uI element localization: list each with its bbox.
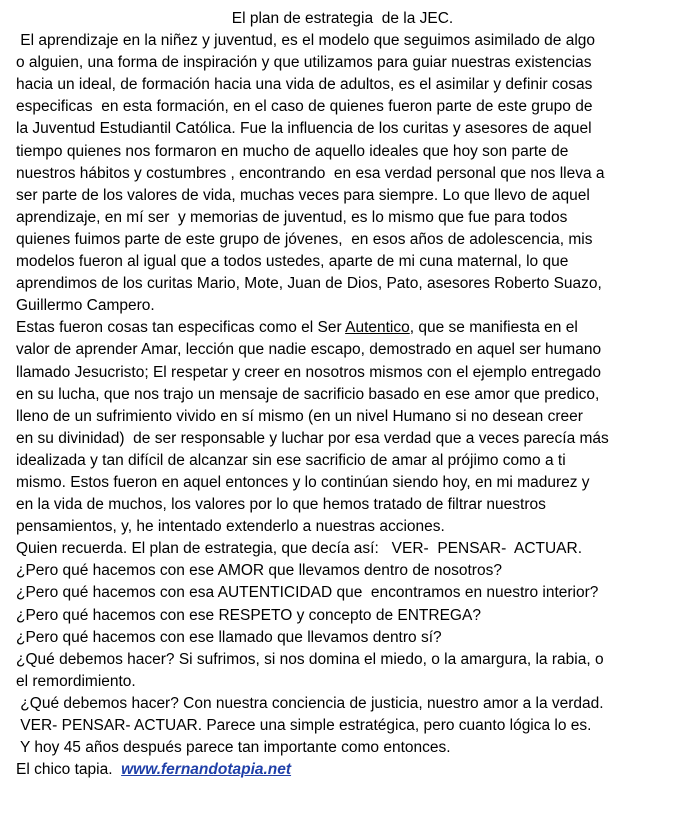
text-line: Y hoy 45 años después parece tan importante como entonces. [16, 739, 451, 757]
text-line: ¿Qué debemos hacer? Si sufrimos, si nos domina el miedo, o la amargura, la rabia, o [16, 650, 604, 668]
text-line: en su divinidad) de ser responsable y luchar por esa verdad que a veces parecía más [16, 429, 609, 447]
text-line: en la vida de muchos, los valores por lo que hemos tratado de filtrar nuestros [16, 496, 546, 514]
signature-line [16, 759, 669, 781]
document-title [16, 8, 669, 30]
text-line: ¿Pero qué hacemos con ese llamado que llevamos dentro sí? [16, 628, 442, 646]
text-line: aprendimos de los curitas Mario, Mote, Juan de Dios, Pato, asesores Roberto Suazo, [16, 275, 602, 293]
text-line: El aprendizaje en la niñez y juventud, es el modelo que seguimos asimilado de algo [16, 32, 596, 50]
text-line [16, 317, 669, 339]
text-fragment: Estas fueron cosas tan especificas como el Ser [16, 319, 346, 337]
text-line: ¿Qué debemos hacer? Con nuestra conciencia de justicia, nuestro amor a la verdad. [16, 694, 604, 712]
title-text: El plan de estrategia de la JEC. [231, 10, 454, 27]
text-line: VER- PENSAR- ACTUAR. Parece una simple estratégica, pero cuanto lógica lo es. [16, 717, 592, 734]
text-line: nuestros hábitos y costumbres , encontrando en esa verdad personal que nos lleva a [16, 164, 605, 182]
text-line: ¿Pero qué hacemos con ese RESPETO y concepto de ENTREGA? [16, 606, 481, 624]
text-line: lleno de un sufrimiento vivido en sí mismo (en un nivel Humano si no desean creer [16, 407, 583, 425]
text-line: o alguien, una forma de inspiración y que utilizamos para guiar nuestras existencias [16, 54, 592, 72]
text-fragment: , que se manifiesta en el [409, 319, 578, 337]
text-line: la Juventud Estudiantil Católica. Fue la influencia de los curitas y asesores de aquel [16, 120, 592, 138]
text-line: aprendizaje, en mí ser y memorias de juventud, es lo mismo que fue para todos [16, 208, 568, 226]
text-line: valor de aprender Amar, lección que nadie escapo, demostrado en aquel ser humano [16, 341, 602, 359]
signature [16, 759, 669, 781]
text-line: idealizada y tan difícil de alcanzar sin ese sacrificio de amar al prójimo como a ti [16, 451, 566, 469]
text-line: hacia un ideal, de formación hacia una vida de adultos, es el asimilar y definir cosas [16, 76, 593, 94]
underlined-word: Autentico [345, 319, 410, 337]
text-line: mismo. Estos fueron en aquel entonces y lo continúan siendo hoy, en mi madurez y [16, 473, 590, 491]
text-line: quienes fuimos parte de este grupo de jóvenes, en esos años de adolescencia, mis [16, 230, 593, 248]
text-line: llamado Jesucristo; El respetar y creer en nosotros mismos con el ejemplo entregado [16, 363, 601, 381]
text-line: ser parte de los valores de vida, muchas veces para siempre. Lo que llevo de aquel [16, 186, 590, 204]
paragraph-2 [16, 317, 669, 538]
paragraph-1 [16, 30, 669, 317]
text-line: Quien recuerda. El plan de estrategia, que decía así: VER- PENSAR- ACTUAR. [16, 540, 583, 558]
text-line: el remordimiento. [16, 672, 136, 690]
text-line: ¿Pero qué hacemos con ese AMOR que llevamos dentro de nosotros? [16, 562, 502, 580]
text-line: pensamientos, y, he intentado extenderlo a nuestras acciones. [16, 518, 445, 536]
author-name: El chico tapia. [16, 761, 122, 779]
text-line: en su lucha, que nos trajo un mensaje de sacrificio basado en ese amor que predico, [16, 385, 600, 403]
text-line: Guillermo Campero. [16, 297, 155, 315]
text-line: especificas en esta formación, en el caso de quienes fueron parte de este grupo de [16, 98, 593, 116]
website-link[interactable]: www.fernandotapia.net [121, 761, 292, 779]
text-line: modelos fueron al igual que a todos ustedes, aparte de mi cuna maternal, lo que [16, 253, 569, 271]
text-line: ¿Pero qué hacemos con esa AUTENTICIDAD que encontramos en nuestro interior? [16, 584, 599, 602]
closing-section [16, 538, 669, 759]
text-line: tiempo quienes nos formaron en mucho de aquello ideales que hoy son parte de [16, 142, 569, 160]
